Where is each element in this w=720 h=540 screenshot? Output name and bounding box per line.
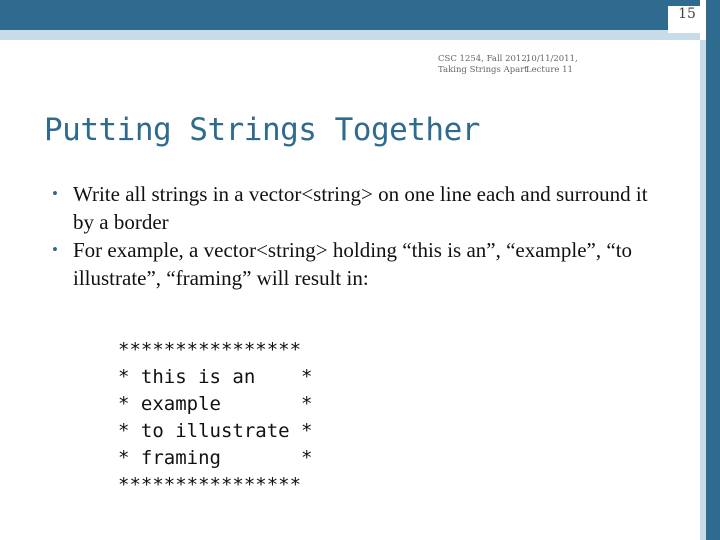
course-info bbox=[438, 54, 529, 76]
bullet-list bbox=[52, 180, 672, 292]
lecture-info-line-2: Lecture 11 bbox=[526, 65, 573, 75]
bullet-item bbox=[52, 180, 672, 236]
bullet-icon: • bbox=[52, 240, 58, 259]
lecture-info bbox=[526, 54, 578, 76]
bullet-text: Write all strings in a vector<string> on one line each and surround it by a border bbox=[73, 182, 648, 234]
bullet-text: For example, a vector<string> holding “this is an”, “example”, “to illustrate”, “framing” will result in: bbox=[73, 238, 633, 290]
code-line: * to illustrate * bbox=[118, 420, 313, 442]
bullet-icon: • bbox=[52, 184, 58, 203]
top-accent-bar bbox=[0, 0, 700, 30]
code-line: * this is an * bbox=[118, 366, 313, 388]
bullet-item bbox=[52, 236, 672, 292]
code-example bbox=[118, 337, 312, 499]
slide-title: Putting Strings Together bbox=[44, 112, 480, 148]
right-accent-bar bbox=[706, 0, 720, 540]
code-line: **************** bbox=[118, 474, 302, 496]
top-accent-stripe bbox=[0, 30, 700, 40]
course-info-line-2: Taking Strings Apart bbox=[438, 65, 528, 75]
slide-number: 15 bbox=[678, 6, 696, 22]
code-line: **************** bbox=[118, 339, 302, 361]
course-info-line-1: CSC 1254, Fall 2012, bbox=[438, 54, 530, 64]
code-line: * example * bbox=[118, 393, 313, 415]
right-accent-stripe bbox=[700, 40, 706, 540]
lecture-info-line-1: 10/11/2011, bbox=[526, 54, 578, 64]
code-line: * framing * bbox=[118, 447, 313, 469]
